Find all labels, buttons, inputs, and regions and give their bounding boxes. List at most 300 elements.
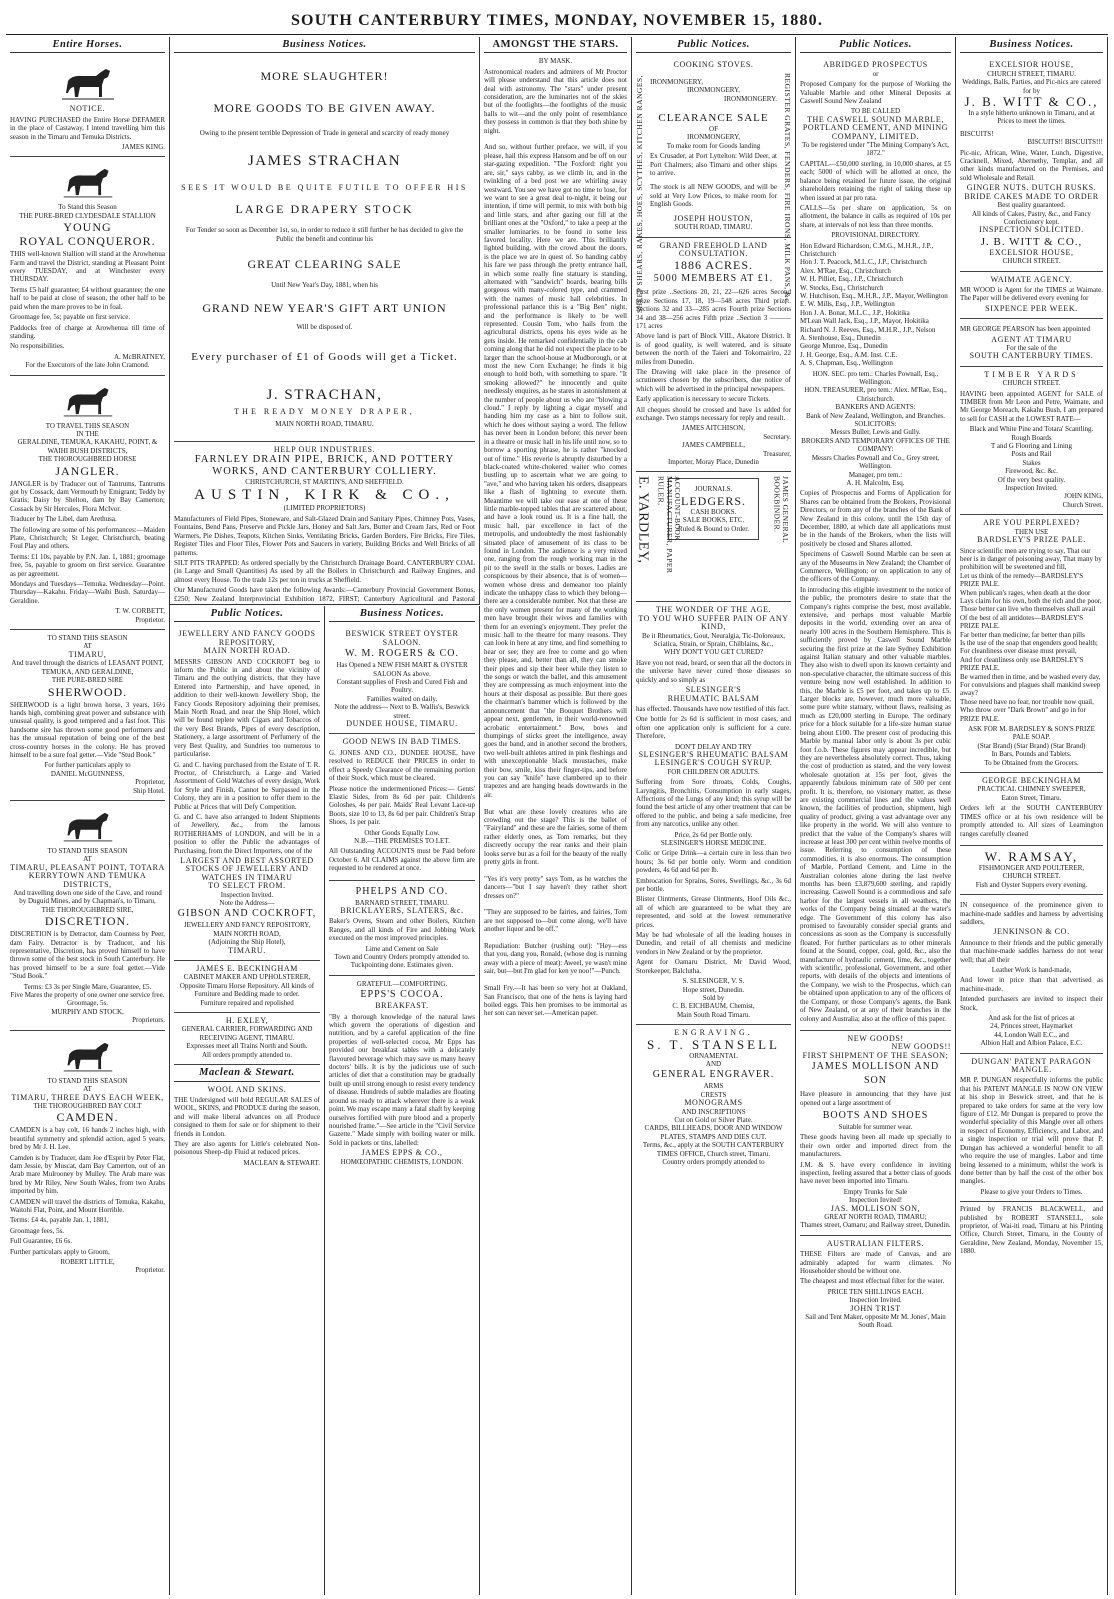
advertiser-name: GIBSON AND COCKROFT, [177,908,317,920]
ad-line: Will be disposed of. [296,323,353,332]
column-public-notices-left [170,606,325,1595]
ad-gibson-cockroft [174,626,320,961]
ad-line: And travel through the districts of LEASANT POINT, TEMUKA, AND GERALDINE, [11,659,164,676]
ad-headline: BISCUITS! [960,129,994,138]
ad-signature-note: Treasurer, [762,449,791,458]
article-title: AMONGST THE STARS. [484,37,627,53]
ad-line: HOMŒOPATHIC CHEMISTS, LONDON. [340,1157,464,1166]
ad-body: HAVING been appointed AGENT for SALE of TIMBER from Mr Leon and Petre, Waimate, and Mr George Moreach, Kakahu Bush, I am prepared to sell for CASH at the LOWEST RATE— [960,389,1103,423]
ad-discretion [10,801,165,1031]
ad-body: They are also agents for Little's celebrated Non-poisonous Sheep-dip Fluid at reduced prices. [174,1139,320,1157]
advertiser-name: W. M. ROGERS & CO. [344,648,460,660]
ad-groomage: Groomage fee, 5s; payable on first service. [10,313,131,322]
section-heading: Business Notices. [174,37,475,53]
ad-body: SHERWOOD is a light brown horse, 3 years, 16½ hands high, combining great power and substance with unusual quality, is good tempered and a fast foot. This handsome sire has thrown some good performers and has the unusual reputation of being one of the best cross-country horses in the colony. He has proved himself to be a sure foal getter.—Vide "Stud Book." [10,700,165,759]
ad-line: SIXPENCE PER WEEK. [985,303,1078,313]
ad-body: Have pleasure in announcing that they have just opened out a large assortment of [800,1090,951,1107]
ad-body: The following are some of his performances:—Maiden Plate, Christchurch; St Leger, Christchurch, beating Foul Play and others. [10,525,165,551]
ad-headline: FIRST SHIPMENT OF THE SEASON; [802,1050,949,1060]
ad-line: (Adjoining the Ship Hotel), [208,938,286,947]
ad-body: CABINET MAKER AND UPHOLSTERER, Opposite Timaru Horse Repository. All kinds of Furniture and Bedding made to order. [179,973,315,999]
advertiser-name: J. B. WITT & CO., [980,235,1083,248]
ad-body: Terms, &c., apply at the SOUTH CANTERBURY TIMES OFFICE, Church street, Timaru. [642,1141,785,1158]
ad-body: DISCRETION is by Detractor, dam Countess by Peer, dam Fairy. Detractor is by Traducer, and his representative, Discretion, has proved himself to have thrown some of the best stock in South Canterbury. He has proved himself to be a sure foal getter.—Vide "Stud Book." [10,930,165,981]
ad-terms: Terms £5 half guarantee; £4 without guarantee; the one half to be paid at close of season, the other half to be paid when the mare proves to be in foal. [10,285,165,311]
ad-headline: LARGE DRAPERY STOCK [235,202,414,217]
ad-line: Inspection Invited! [848,1196,903,1205]
ad-body: Manufacturers of Field Pipes, Stoneware, and Salt-Glazed Drain and Sanitary Pipes, Chimney Pots, Vases, Fountains, Bend Pans, Preserve and Pickle Jars, Honey and Salt Jars, Butter and Cream Jars, Red or Foot Warmers, Pie Dishes, Teapots, Kitchen Sinks, Ventilating Bricks, Garden Borders, Fire Bricks, Fire Tiles, Register Tiles and Floor Tiles, Flower Pots and Saucers in variety, Building Bricks and Well Bricks of all patterns. [174,514,475,557]
ad-body: CALLS—5s per share on application, 5s on allotment, the balance in calls as required of 10s per share, at intervals of not less than three months. [800,203,951,229]
ad-body: The stock is all NEW GOODS, and will be sold at Very Low Prices, to make room for English Goods. [650,183,777,209]
ad-headline: Every purchaser of £1 of Goods will get a Ticket. [191,350,458,363]
ad-line: IRONMONGERY, [650,77,703,86]
ad-line: Expresses meet all Trains North and South. [186,1042,308,1051]
ad-body: Orders left at the SOUTH CANTERBURY TIMES office or at his own residence will be promptly attended to. All sizes of Leamington ranges carefully cleaned [960,804,1103,838]
ad-line: Note the address— Next to B. Wallis's, Beswick street. [334,703,470,720]
ad-paddocks: Paddocks free of charge at Arowhenua till time of standing. [10,323,165,340]
ad-body: Above land is part of Block VIII., Akatore District. It is of good quality, is well watered, and is situate between the north of the Taieri and Tokomairiro, 22 miles from Dunedin. [636,332,791,366]
ad-line: Price, 2s 6d per Bottle only. [674,830,753,839]
ad-body: First prize ..Sections 20, 21, 22—626 acres Second prize Sections 17, 18, 19—548 acres Third prize.. Sections 32 and 33—285 acres Fourth prize Sections 34 and 38—256 acres Fifth prize ..Section 3 ——— 171 acres [636,288,791,330]
ad-signature: T. W. CORBETT, [115,607,165,616]
ad-line: Suitable for summer wear. [838,1122,913,1131]
ad-line: Weddings, Balls, Parties, and Pic-nics are catered for by [962,78,1101,95]
vertical-caption: ACCOUNT-BOOK MANUFACTURER, PAPER RULER, [656,476,683,574]
ad-body: IN consequence of the prominence given to machine-made saddles and harness by advertising saddlers, [960,901,1103,926]
ad-line: TIMARU, THREE DAYS EACH WEEK, [11,1092,164,1102]
ad-australian-filters [800,1236,951,1335]
ad-line: ORNAMENTAL [689,1051,738,1060]
horse-name: ROYAL CONQUEROR. [19,234,156,249]
ad-line: All kinds of Cakes, Pastry, &c., and Fancy Confectionery kept. [971,209,1092,226]
ad-line: Messrs Charles Pownall and Co., Grey street, Wellington. [811,453,940,471]
ad-headline: ENGRAVING. [674,1028,753,1038]
ad-line: Of the very best quality. [997,475,1066,484]
notice-text: HAVING PURCHASED the Entire Horse DEFAMER in the place of Castaway, I intend travelling him this season in the Timaru and Temuka Districts. [10,115,165,141]
ad-body: Please notice the undermentioned Prices:— Gents' Elastic Sides, from 8s 6d per pair. Children's Goloshes, 4s per pair. Maids' Real Levant Lace-up Boots, size 10 to 13, 8s 6d per pair. Children's Strap Shoes, 1s per pair. [329,784,475,827]
ad-body: One bottle for 2s 6d is sufficient in most cases, and often one application only is sufficient for a cure. Therefore, [636,715,791,741]
ad-body: Announce to their friends and the public generally that machine-made saddles harness do not wear well; that all their [960,938,1103,964]
ad-body: Proposed Company for the purpose of Working the Valuable Marble and other Mineral Deposits at Caswell Sound New Zealand [800,80,951,106]
ad-line: To be Obtained from the Grocers. [984,758,1079,767]
advertiser-name: JAMES E. BECKINGHAM [196,964,298,974]
ad-headline: THE WONDER OF THE AGE. [655,605,772,615]
advertiser-name: JOHN TRIST [850,1303,901,1313]
advertiser-name: JOSEPH HOUSTON, [673,213,754,223]
ad-beckingham [174,961,320,1013]
ad-line: Sold by [702,993,725,1002]
ad-body: MR P. DUNGAN respectfully informs the public that his PATENT MANGLE IS NOW ON VIEW at his shop in Beswick street, and that he is prepared to take orders for same at the very low figure of £12. Mr Dungan is prepared to prove the wonderful speciality of this Mangle over all others in respect of Economy, Efficiency, and Labor, and a single inspection or trial will prove that P. Dungan has achieved a wonderful benefit to all who require the use of mangles. Labor and time being lessened to a minimum, whilst the work is done better than by half the cost of the other box mangles. [960,1076,1103,1186]
ad-body: Copies of Prospectus and Forms of Application for Shares can be obtained from the Brokers, Provisional Directors, or from any of the branches of the Bank of New Zealand in this colony, until the 15th day of December, 1880, at which date all applications must be in the hands of the Brokers, when the lists will positively be closed and Shares allotted. [800,489,951,548]
ad-waimate-agency [960,272,1103,320]
ad-signature-note: For the Executors of the late John Cramond. [25,361,150,370]
ad-headline: MORE GOODS TO BE GIVEN AWAY. [213,101,436,116]
ad-line: Inspection Invited. [220,890,274,899]
ad-line: In Bars, Pounds and Tablets. [991,750,1072,759]
ad-line: AT [83,1085,92,1094]
ad-line: Has Opened a NEW FISH MART & OYSTER SALOON As above. [336,661,468,678]
ad-line: Cut on Gold or Silver Plate. [674,1115,753,1124]
ad-line: DON'T DELAY AND TRY [675,742,752,751]
column-amongst-the-stars [480,37,632,1595]
ad-line: Inspection Invited. [849,1296,902,1305]
ad-headline: RHEUMATIC BALSAM [667,693,760,703]
ad-signature-note: Secretary. [763,432,791,441]
ad-line: IRONMONGERY. [724,94,777,103]
ad-body: May be had wholesale of all the leading houses in Dunedin, and retail of all chemists and medicine vendors in New Zealand or by the proprietor. [636,931,791,956]
ad-signature-note: Ship Hotel. [133,786,165,795]
ad-line: CHURCH STREET. [1002,257,1061,266]
ad-body: Blister Ointments, Grease Ointments, Hoof Oils &c., all of which are guaranteed to be what they are represented, and sold at the lowest remunerative prices. [636,895,791,929]
ad-line: To make room for Goods landing [666,141,761,150]
section-heading: Maclean & Stewart. [174,1065,320,1081]
ad-terms: Terms: £4 4s, payable Jan. 1, 1881, [10,1216,109,1225]
ad-headline: BARDSLEY'S PRIZE PALE. [977,535,1086,545]
section-heading: Public Notices. [636,37,791,53]
ad-headline: EXCELSIOR HOUSE, [989,60,1074,70]
ad-body: Our Manufactured Goods have taken the following Awards:—Canterbury Provincial Government Bonus, £250; New Zealand Interprovincial Exhibition 1872, FIRST; Canterbury Agricultural and Pastoral [174,586,475,603]
ad-line: PROVISIONAL DIRECTORY. [831,231,920,240]
ad-mollison [800,1031,951,1236]
ad-signature-note: Proprietor, [135,778,165,787]
ad-signature: ROBERT LITTLE, [60,1258,115,1266]
ad-line: Empty Trunks for Sale [843,1187,908,1196]
ad-headline: GRAND FREEHOLD LAND CONSULTATION. [659,240,768,258]
horse-name: DISCRETION. [44,914,131,929]
ad-line: SALE BOOKS, ETC. [682,516,745,525]
ad-line: GERALDINE, TEMUKA, KAKAHU, POINT, & WAIHI BUSH DISTRICTS, [17,438,158,455]
horse-name: SHERWOOD. [47,684,128,699]
ad-body: G. and C. having purchased from the Estate of T. R. Proctor, of Christchurch, a Large and Varied Assortment of Gold Watches of every design, Work for Style and Finish, Cannot be Surpassed in the Colony, they are in a position to offer them to the Public at Prices that will Defy Competition. [174,760,320,811]
advertiser-name: JAMES MOLLISON AND SON [811,1061,940,1087]
ad-line: TO STAND THIS SEASON [47,846,128,855]
ad-signature: S. SLESINGER, V. S. [682,977,745,986]
ad-line: Messrs Buller, Lewis and Gully. [830,428,921,437]
ad-body: And lower in price than that advertised as machine-made. [960,976,1103,993]
article-byline: BY MASK. [538,57,573,66]
ad-signature: DANIEL McGUINNESS, [50,769,125,778]
ad-line: FOR CHILDREN OR ADULTS. [667,767,760,776]
ad-body: CAMDEN is a bay colt, 16 hands 2 inches high, with beautiful symmetry and splendid action, aged 5 years, bred by Mr J. H. Lee. [10,1126,165,1152]
ad-line: Rough Boards T and G Flooring and Lining Posts and Rail Stakes Firewood, &c. &c. [991,433,1072,476]
advertiser-name: AUSTIN, KIRK & CO., [194,487,455,504]
ad-body: Since scientific men are trying to say, That our beer is in danger of poisoning away, That many by prohibition will be sweetened and fill, Let us think of the remedy—BARDSLEY'S PRIZE PALE. When publican's rages, when death at the door Lays claim for his own, both the rich and the poor, Those better can live who themselves shall avail Of the best of all antidotes—BARDSLEY'S PRIZE PALE. Far better than medicine, far better than pills Is the use of the soap that engenders good health; For cleanliness over disease must prevail, And for cleanliness only use BARDSLEY'S PRIZE PALE. Be warned then in time, and be washed every day, For convulsions and plagues shall mankind sweep away? Those need have no fear, nor trouble now quail, Who throw over "Dark Brown" and go in for PRIZE PALE. [960,546,1102,723]
ad-headline: GRAND NEW YEAR'S GIFT ART UNION [202,301,447,316]
ad-line: Inspection Invited. [1005,484,1058,493]
ad-headline: THE CASWELL SOUND MARBLE, PORTLAND CEMENT, AND MINING COMPANY, LIMITED. [802,114,949,141]
column-business-notices-wide [170,37,480,605]
ad-body: CAMDEN will travel the districts of Temuka, Kakahu, Waitohi Flat, Point, and Mount Horrible. [10,1197,165,1214]
vertical-caption: JAMES GENERAL BOOKBINDER. [772,476,790,544]
ad-line: HELP OUR INDUSTRIES. [273,444,376,454]
ad-line: CHURCH STREET, TIMARU. [987,69,1076,78]
ad-body: THE Undersigned will hold REGULAR SALES of WOOL, SKINS, and PRODUCE during the season, and will make liberal advances on all Produce consigned to them for sale or for shipment to their friends in London. [174,1095,320,1138]
ad-line: Further particulars apply to Groom, [10,1247,110,1256]
ad-body: J.M. & S. have every confidence in inviting inspection, feeling assured that a better class of goods have never been imported into Timaru. [800,1160,951,1186]
advertiser-name: EPPS'S COCOA. [360,989,444,1001]
ad-line: Thames street, Oamaru; and Railway street, Dunedin. [800,1221,951,1230]
ad-body: Agent for Oamaru District, Mr David Wood, Storekeeper, Balclutha. [636,958,791,975]
ad-signature: JAMES AITCHISON, [681,424,745,433]
ad-line: Full Guarantee, £6 6s. [10,1237,73,1246]
notice-title: NOTICE. [69,104,106,114]
ad-body: The Drawing will take place in the presence of scrutineers chosen by the subscribers, due notice of which will be advertised in the principal newspapers. [636,367,791,393]
advertiser-name: JAMES STRACHAN [247,152,402,169]
ad-line: AGENT AT TIMARU [991,334,1072,344]
ad-body: Specimens of Caswell Sound Marble can be seen at any of the Museums in New Zealand; the Chamber of Commerce, Wellington; or on application to any of the officers of the Company. [800,550,951,584]
ad-headline: NEW GOODS!! [891,1042,951,1052]
ad-line: Fish and Oyster Suppers every evening. [975,880,1088,889]
ad-body: Traducer by The Libel, dam Arethusa. [10,515,117,524]
ad-line: IRONMONGERY, [687,133,740,142]
advertiser-name: H. EXLEY, [225,1016,269,1026]
vertical-caption: REGISTER GRATES, FENDERS, FIRE IRONS, MILK PANS, &c. [783,73,792,305]
ad-line: MONOGRAMS [684,1098,743,1108]
ad-ramsay [960,846,1103,895]
ad-line: THEN USE [1014,527,1049,536]
ad-headline: WAIMATE AGENCY. [990,274,1073,284]
ad-body: MR WOOD is Agent for the TIMES at Waimate. The Paper will be delivered every evening for [960,285,1103,303]
column-public-notices-prospectus [796,37,956,1595]
ad-line: TO STAND THIS SEASON [47,634,128,643]
ad-body: MESSRS GIBSON AND COCKROFT beg to inform the Public in and about the vicinity of Timaru and the outlying districts, that they have Entered into Partnership, and have opened, in addition to their well-known Jewellery Shop, the Fancy Goods Repository adjoining their premises, Main North Road, and near the Ship Hotel, which will be found replete with Cigars and Tobaccos of the very Best Brands, Pipes of every description, Stationery, a large assortment of Perfumery of the very Best Quality, and Sundries too numerous to particularise. [174,657,320,759]
ad-line: Black and White Pine and Totara' Scantling. [969,425,1094,434]
ad-headline: 5000 MEMBERS AT £1. [653,273,774,285]
ad-line: CHURCH STREET. [1002,379,1061,388]
horse-illustration [60,1037,116,1075]
ad-body: Baker's Ovens, Steam and other Boilers, Kitchen Ranges, and all kinds of Fire and Jobbing Work executed on the most improved principles. [329,917,475,943]
ad-line: To be registered under "The Mining Company's Act, 1872." [802,141,949,158]
masthead-title: SOUTH CANTERBURY TIMES, MONDAY, NOVEMBER 15, 1880. [290,12,824,29]
ad-line: Main South Road Timaru. [676,1010,751,1019]
column-business-notices-right [325,606,480,1595]
ad-line: TIMARU, [68,649,107,659]
advertiser-name: J. STRACHAN, [266,386,383,403]
ad-excelsior-house [960,57,1103,271]
ad-body: Pic-nic, African, Wine, Water, Lunch, Digestive, Cracknell, Mixed, Abernethy, Templar, and all other kinds manufactured on the Premises, and sold Wholesale and Retail. [960,148,1103,182]
ad-line: THE PURE-BRED SIRE [51,676,124,685]
ad-line: BARNARD STREET, TIMARU. [355,898,449,907]
masthead-rule [6,34,1108,35]
ad-line: For the sale of the [1006,343,1057,352]
ad-signature: C. B. EICHBAUM, Chemist, [672,1002,755,1011]
ad-line: Families waited on daily. [366,694,438,703]
ad-line: HON. TREASURER, pro tem.: Alex. M'Rae, Esq., Christchurch. [804,386,947,403]
ad-line: To Stand this Season [58,203,117,212]
ad-line: Until New Year's Day, 1881, when his [271,281,378,290]
ad-camden [10,1031,165,1280]
ad-body: Ex Crusader, at Port Lyttelton: Wild Deer, at Port Chalmers; also Timaru and other ships to arrive. [650,152,777,178]
ad-line: GINGER NUTS. DUTCH RUSKS. [966,183,1097,193]
ad-signature-note: Proprietor. [135,615,165,624]
ad-headline: TIMBER YARDS [984,369,1079,379]
ad-headline: GOOD NEWS IN BAD TIMES. [342,737,462,747]
ad-jenkinson [960,895,1103,1054]
advertiser-name: JAMES EPPS & CO., [361,1148,443,1158]
advertiser-name: GEORGE BECKINGHAM [982,776,1081,786]
ad-signature-note: Proprietors. [132,1016,165,1025]
ad-phelps [329,881,475,976]
ad-line: SEES IT WOULD BE QUITE FUTILE TO OFFER HIS [181,182,468,192]
ad-body: The cheapest and most effectual filter for the water. [800,1277,945,1286]
ad-headline: NEW GOODS! [847,1033,904,1043]
ad-line: Manager, pro tem.: [848,470,903,479]
ad-land-consultation [636,238,791,473]
directors-list: Hon Edward Richardson, C.M.G., M.H.R., J.P., Christchurch Hon J. T. Peacock, M.L.C., J.P., Christchurch Alex. M'Rae, Esq., Christchurch W. H. Pilliet, Esq., J.P., Christchurch W. Stocks, Esq., Christchurch W. Hutchison, Esq., M.H.R., J.P., Mayor, Wellington E. W. Mills, Esq., J.P., Wellington Hon J. A. Bonar, M.L.C., J.P., Hokitika M'Lean Wall Jack, Esq., J.P., Mayor, Hokitika Richard N. J. Reeves, Esq., M.H.R., J.P., Nelson A. Stenhouse, Esq., Dunedin George Munroe, Esq., Dunedin J. H. George, Esq., A.M. Inst. C.E. A. S. Chapman, Esq., Wellington [800,241,948,368]
ad-body: "By a thorough knowledge of the natural laws which govern the operations of digestion and nutrition, and by a careful application of the fine properties of well-selected cocoa, Mr Epps has provided our breakfast tables with a delicately flavoured beverage which may save us many heavy doctors' bills. It is by the judicious use of such articles of diet that a constitution may be gradually built up until strong enough to resist every tendency of disease. Hundreds of subtle maladies are floating around us ready to attack wherever there is a weak point. We may escape many a fatal shaft by keeping ourselves fortified with pure blood and a properly nourished frame."—See article in the "Civil Service Gazette." Made simply with boiling water or milk. Sold in packets or tins, labelled: [329,1012,475,1147]
column-business-notices-far-right [956,37,1108,1595]
ad-caswell-prospectus [800,57,951,1031]
ad-signature-note: Church Street. [1062,500,1103,509]
ad-headline: SLESINGER'S RHEUMATIC BALSAM [638,749,789,759]
ad-exley [174,1013,320,1065]
advertiser-name: W. RAMSAY, [984,848,1079,864]
ad-line: DUNDEE HOUSE, TIMARU. [346,719,458,729]
ad-headline: BISCUITS!! BISCUITS!!! [1027,138,1103,147]
ad-line: Be it Rheumatics, Gout, Neuralgia, Tic-Doloreaux, Sciatica, Strain, or Sprain, Chilblains, &c., [642,631,785,649]
ad-defamer [10,57,165,157]
ad-schedule: Mondays and Tuesdays—Temuka. Wednesday—Point. Thursday—Kakahu. Friday—Waihi Bush. Saturday—Geraldine. [10,580,165,605]
ad-body: CARDS, BILLHEADS, DOOR AND WINDOW PLATES, STAMPS AND DIES CUT. [644,1124,783,1141]
ad-body: has effected. Thousands have now testified of this fact. [636,704,790,713]
vertical-caption: E. YARDLEY, [635,476,651,564]
ad-line: And ask for the list of prices at [988,1014,1075,1022]
ad-line: CHRISTCHURCH, ST MARTIN'S, AND SHEFFIELD. [245,478,404,487]
ad-headline: BESWICK STREET OYSTER SALOON. [345,629,459,647]
ad-line: Owing to the present terrible Depression of Trade in general and scarcity of ready money [199,129,450,138]
ad-line: OF [709,125,718,134]
ad-dungan-mangle [960,1054,1103,1203]
horse-name: YOUNG [63,220,112,235]
ad-headline: CLEARANCE SALE [658,112,769,125]
ad-line: JOURNALS. [694,485,733,494]
ad-line: CASH BOOKS. [690,507,737,516]
ad-line: N.B.—THE PREMISES TO LET. [354,836,450,845]
ad-line: For further particulars apply to [44,761,131,770]
ad-body: CAPITAL—£50,000 sterling, in 10,000 shares, at £5 each; 5000 of which will be allotted at once, the balance being retained for future issue, the original shareholders retaining the right of taking these up when issued at par pro rata. [800,159,951,202]
ad-line: Albion Hall and Albion Palace, E.C. [980,1039,1083,1048]
ad-line: Groomage, 5s. [66,999,109,1008]
notice-signature: JAMES KING. [121,143,165,152]
ad-line: Ruled & Bound to Order. [678,524,749,533]
ad-farnley [174,441,475,605]
ad-line: EXCELSIOR HOUSE, [989,247,1074,257]
ad-stansell [636,1025,791,1171]
ad-terms: Terms: £3 3s per Single Mare, Guarantee, £5. [23,982,152,991]
ad-headline: BRIDE CAKES MADE TO ORDER [964,191,1099,201]
ad-line: Lime and Cement on Sale [365,944,439,953]
ad-signature: JOHN KING, [1064,492,1103,501]
ad-line: Five Mares the property of one owner one service free. [10,991,165,1000]
ad-line: SOUTH CANTERBURY TIMES. [969,351,1094,361]
ad-line: MAIN NORTH ROAD, TIMARU. [275,420,374,429]
ad-headline: GREAT CLEARING SALE [247,257,402,272]
ad-maclean-stewart [174,1086,320,1168]
section-heading: Business Notices. [960,37,1103,53]
ad-body: All cheques should be crossed and have 1s added for exchange. Two stamps necessary for reply and result. [636,405,791,422]
printer-imprint: Printed by FRANCIS BLACKWELL, and published by ROBERT STANSELL, sole proprietor, of Wai-iti road, Timaru at his Printing Office, Church Street, Timaru, in the County of Geraldine, New Zealand, Monday, November 15, 1880. [960,1205,1103,1256]
ad-body: MR GEORGE PEARSON has been appointed [960,325,1091,334]
ad-signature: JAMES CAMPBELL, [681,441,745,450]
ad-line: GREAT NORTH ROAD, TIMARU; [824,1213,927,1221]
advertiser-name: J. B. WITT & CO., [964,94,1099,110]
masthead [0,0,1114,36]
ad-body: Colic or Gripe Drink—a certain cure in less than two hours; 3s 6d per bottle only. Worm and condition powders, 4s 6d and 6d per lb. [636,849,791,875]
ad-line: AND INSCRIPTIONS [681,1107,746,1116]
ad-line: JEWELLERY AND FANCY REPOSITORY, [183,921,311,930]
ad-line: CRESTS [700,1090,727,1099]
ad-headline: SLESINGER'S HORSE MEDICINE. [660,839,767,847]
ad-dundee-house [329,734,475,880]
ad-body: JANGLER is by Traducer out of Tantrums, Tantrums got by Cossack, dam Vermouth by Emigrant; Teddy by Gratis; Daisy by Shelton, dam by Bay Camerton; Cossack by Sir Hercules, Flora McIvor. [10,479,165,513]
ad-body: All Outstanding ACCOUNTS must be Paid before October 6. All CLAIMS against the above firm are requested to be rendered at once. [329,847,475,873]
ad-headline: TO YOU WHO SUFFER PAIN OF ANY KIND, [638,613,789,632]
ad-line: SOLICITORS: [854,420,897,429]
ad-body: Have you not read, heard, or seen that all the doctors in the universe have never cured those diseases so quickly and so simply as [636,658,791,684]
ad-line: TIMARU, PLEASANT POINT, TOTARA KERRYTOWN AND TEMUKA DISTRICTS, [10,862,165,889]
ad-headline: LEDGERS. [681,493,746,508]
ad-sherwood [10,630,165,801]
ad-line: PRICE TEN SHILLINGS EACH. [827,1287,924,1296]
ad-line: IN THE [76,429,99,438]
ad-line: BREAKFAST. [375,1001,429,1011]
ad-line: IRONMONGERY, [687,86,740,95]
ad-line: Best quality guaranteed. [997,201,1066,210]
ad-line: Groomage fees, 5s. [10,1226,65,1235]
ad-line: Please to give your Orders to Times. [980,1187,1083,1196]
ad-headline: LESINGER'S COUGH SYRUP. [654,758,773,768]
column-entire-horses [6,37,170,1595]
ad-signature: MACLEAN & STEWART. [243,1158,320,1167]
ad-line: 24, Princes street, Haymarket [990,1022,1073,1031]
ad-line: (LIMITED PROPRIETORS) [283,504,366,513]
ad-line: Leather Work is hand-made, [991,965,1072,974]
ad-line: Country orders promptly attended to [662,1158,765,1166]
advertiser-name: JAS. MOLLISON SON, [830,1203,921,1213]
ad-line: Furniture repaired and repolished [200,998,294,1007]
ad-responsibility: No responsibilities. [10,342,65,351]
ad-line: (Star Brand) (Star Brand) (Star Brand) [977,741,1086,750]
horse-name: JANGLER. [55,463,120,478]
ad-headline: FARNLEY DRAIN PIPE, BRICK, AND POTTERY WORKS, AND CANTERBURY COLLIERY. [194,454,455,478]
ad-line: Other Goods Equally Low. [364,828,440,837]
ad-line: THE THOROUGHBRED SIRE, [41,905,134,914]
ad-line: In a style hitherto unknown in Timaru, and at Prices to meet the times. [968,109,1095,126]
ad-line: TO STAND THIS SEASON [47,1076,128,1085]
horse-name: CAMDEN. [56,1110,119,1125]
ad-line: TO TRAVEL THIS SEASON [45,421,130,430]
advertiser-name: PHELPS AND CO. [355,885,449,897]
ad-headline: GENERAL ENGRAVER. [652,1069,775,1081]
ad-headline: AUSTRALIAN FILTERS. [826,1238,925,1248]
ad-headline: JEWELLERY AND FANCY GOODS REPOSITORY, [178,629,316,647]
ad-signature-note: Proprietor. [135,1266,165,1275]
ad-body: GENERAL CARRIER, FORWARDING AND RECEIVING AGENT, TIMARU. [181,1025,313,1042]
ad-line: Constant supplies of Fresh and Cured Fish and Poultry. [336,678,468,695]
ad-line: AND [705,1059,722,1068]
ad-line: ARMS [703,1082,724,1091]
horse-illustration [60,163,116,201]
ad-line: TO SELECT FROM. [208,881,286,891]
ad-line: Importer, Moray Place, Dunedin [668,458,759,467]
ad-epps-cocoa [329,976,475,1171]
ad-line: TIMARU. [228,945,266,955]
ad-line: BANKERS AND AGENTS: [835,403,916,412]
ad-body: THESE Filters are made of Canvas, and are admirably adapted for warm climates. No Householder should be without one. [800,1250,951,1276]
ad-headline: DUNGAN' PATENT PARAGON MANGLE. [971,1056,1092,1075]
ad-yardley [636,472,791,602]
ad-line: BROKERS AND TEMPORARY OFFICES OF THE COMPANY: [801,436,950,454]
